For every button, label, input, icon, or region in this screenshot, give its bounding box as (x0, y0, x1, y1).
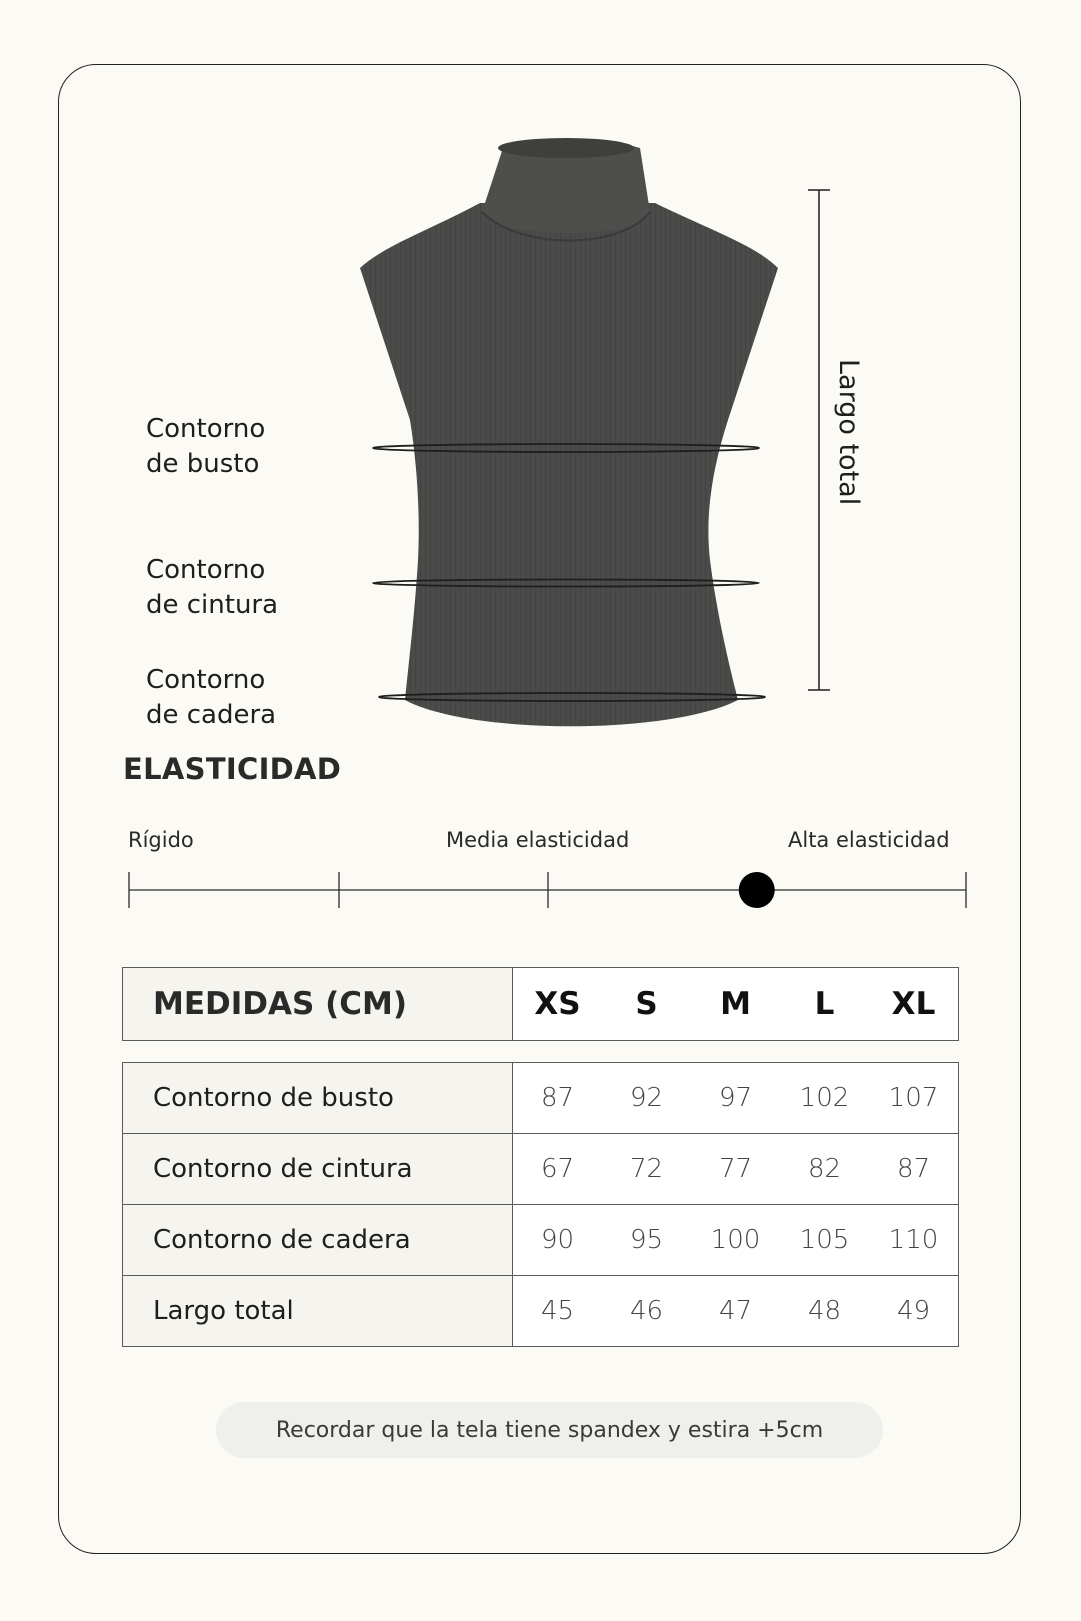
scale-label-rigid: Rígido (128, 828, 194, 852)
cell-value: 47 (718, 1296, 753, 1326)
cell-value: 87 (896, 1154, 931, 1184)
cell-value: 77 (718, 1154, 753, 1184)
scale-label-high: Alta elasticidad (788, 828, 950, 852)
length-line (808, 190, 830, 690)
cell-value: 46 (629, 1296, 664, 1326)
row-label: Contorno de busto (123, 1063, 513, 1134)
scale-label-medium: Media elasticidad (446, 828, 630, 852)
size-table-header (122, 967, 959, 1041)
size-m: M (720, 986, 751, 1022)
size-l: L (814, 986, 835, 1022)
size-xl: XL (891, 986, 936, 1022)
bust-label: Contorno de busto (146, 414, 266, 479)
waist-label: Contorno de cintura (146, 555, 279, 620)
hip-label: Contorno de cadera (146, 665, 277, 730)
elasticity-indicator (739, 872, 775, 908)
cell-value: 100 (710, 1225, 761, 1255)
cell-value: 95 (629, 1225, 664, 1255)
cell-value: 45 (540, 1296, 575, 1326)
table-row (123, 1205, 959, 1276)
table-row (123, 1063, 959, 1134)
size-xs: XS (534, 986, 581, 1022)
cell-value: 82 (807, 1154, 842, 1184)
cell-value: 107 (888, 1083, 939, 1113)
garment-illustration (0, 0, 1081, 760)
row-label: Contorno de cintura (123, 1134, 513, 1205)
cell-value: 102 (799, 1083, 850, 1113)
cell-value: 90 (540, 1225, 575, 1255)
cell-value: 67 (540, 1154, 575, 1184)
table-row (123, 1134, 959, 1205)
spandex-note: Recordar que la tela tiene spandex y estira +5cm (216, 1402, 883, 1458)
elasticity-scale (0, 860, 1081, 920)
cell-value: 110 (888, 1225, 939, 1255)
length-label: Largo total (833, 359, 864, 506)
cell-value: 105 (799, 1225, 850, 1255)
cell-value: 48 (807, 1296, 842, 1326)
cell-value: 97 (718, 1083, 753, 1113)
elasticity-title: ELASTICIDAD (123, 752, 342, 786)
measures-header: MEDIDAS (CM) (123, 968, 513, 1041)
row-label: Largo total (123, 1276, 513, 1347)
cell-value: 87 (540, 1083, 575, 1113)
cell-value: 92 (629, 1083, 664, 1113)
size-table (122, 1062, 959, 1347)
size-s: S (635, 986, 658, 1022)
top-body-shape (360, 203, 778, 726)
cell-value: 49 (896, 1296, 931, 1326)
cell-value: 72 (629, 1154, 664, 1184)
table-row (123, 1276, 959, 1347)
row-label: Contorno de cadera (123, 1205, 513, 1276)
